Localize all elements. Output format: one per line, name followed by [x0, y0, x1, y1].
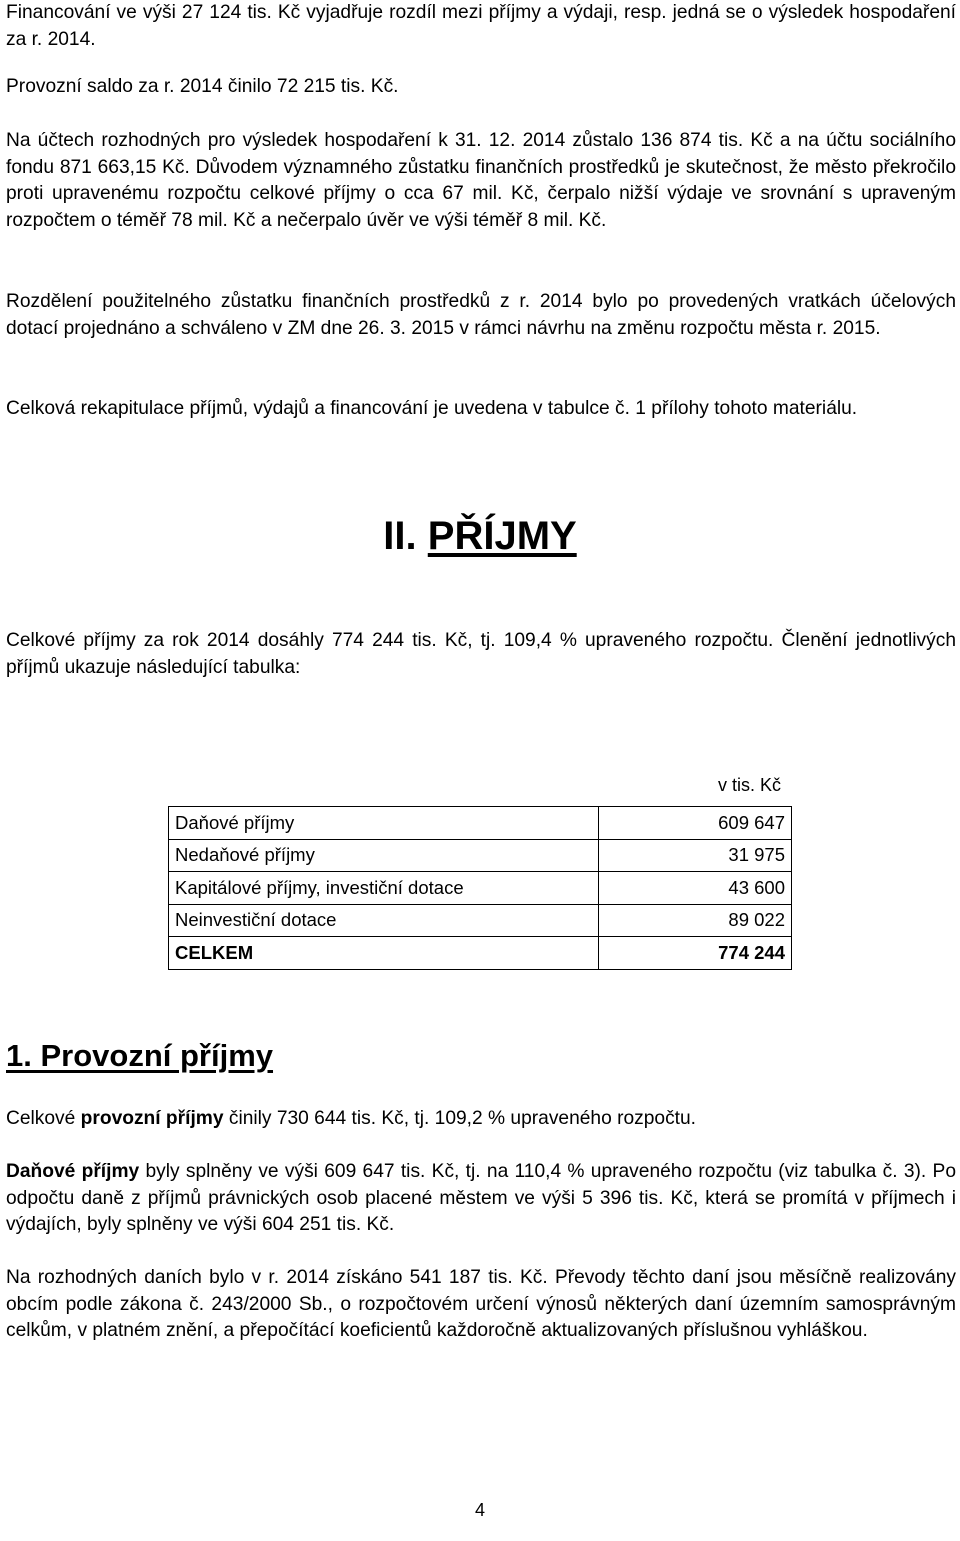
section-title: PŘÍJMY — [427, 514, 577, 558]
table-row — [169, 872, 792, 905]
table-row — [169, 807, 792, 840]
paragraph-accounts: Na účtech rozhodných pro výsledek hospodaření k 31. 12. 2014 zůstalo 136 874 tis. Kč a na účtu sociálního fondu 871 663,15 Kč. Důvodem významného zůstatku finančních prostředků je skutečnost, že město překročilo proti upravenému rozpočtu celkové příjmy o cca 67 mil. Kč, čerpalo nižší výdaje ve srovnání s upraveným rozpočtem o téměř 78 mil. Kč a nečerpalo úvěr ve výši téměř 8 mil. Kč. — [6, 130, 956, 232]
row-label: Nedaňové příjmy — [169, 839, 599, 872]
page-number: 4 — [474, 1500, 485, 1520]
row-value: 43 600 — [598, 872, 791, 905]
section-number: II. — [383, 514, 417, 558]
paragraph-income-intro: Celkové příjmy za rok 2014 dosáhly 774 244 tis. Kč, tj. 109,4 % upraveného rozpočtu. Členění jednotlivých příjmů ukazuje následující tabulka: — [6, 630, 956, 678]
text-run: byly splněny ve výši 609 647 tis. Kč, tj. na 110,4 % upraveného rozpočtu (viz tabulka č. 3). Po odpočtu daně z příjmů právnických osob placené městem ve výši 5 396 tis. Kč, která se promítá v příjmech i výdajích, byly splněny ve výši 604 251 tis. Kč. — [6, 1161, 956, 1236]
paragraph-operating-total — [6, 1106, 956, 1133]
table-row — [169, 839, 792, 872]
table-unit-label: v tis. Kč — [718, 775, 782, 795]
text-run-bold: provozní příjmy — [80, 1108, 224, 1129]
text-run-bold: Daňové příjmy — [6, 1161, 140, 1182]
row-value: 609 647 — [598, 807, 791, 840]
total-label: CELKEM — [169, 937, 599, 970]
income-table — [168, 806, 792, 970]
paragraph-financing: Financování ve výši 27 124 tis. Kč vyjadřuje rozdíl mezi příjmy a výdaji, resp. jedná se o výsledek hospodaření za r. 2014. — [6, 2, 956, 50]
row-value: 31 975 — [598, 839, 791, 872]
text-run: činily 730 644 tis. Kč, tj. 109,2 % upraveného rozpočtu. — [223, 1108, 697, 1129]
paragraph-tax-income — [6, 1159, 956, 1239]
row-value: 89 022 — [598, 904, 791, 937]
paragraph-decisive-taxes: Na rozhodných daních bylo v r. 2014 získáno 541 187 tis. Kč. Převody těchto daní jsou měsíčně realizovány obcím podle zákona č. 243/2000 Sb., o rozpočtovém určení výnosů některých daní územním samosprávným celkům, v platném znění, a přepočítácí koeficientů každoročně aktualizovaných příslušnou vyhláškou. — [6, 1267, 956, 1342]
subsection-heading: 1. Provozní příjmy — [6, 1038, 274, 1073]
table-row — [169, 904, 792, 937]
text-run: Celkové — [6, 1108, 81, 1129]
paragraph-recap: Celková rekapitulace příjmů, výdajů a financování je uvedena v tabulce č. 1 přílohy tohoto materiálu. — [6, 398, 858, 419]
section-heading — [0, 510, 960, 562]
row-label: Kapitálové příjmy, investiční dotace — [169, 872, 599, 905]
row-label: Neinvestiční dotace — [169, 904, 599, 937]
paragraph-operating-balance: Provozní saldo za r. 2014 činilo 72 215 tis. Kč. — [6, 76, 399, 97]
row-label: Daňové příjmy — [169, 807, 599, 840]
total-value: 774 244 — [598, 937, 791, 970]
paragraph-distribution: Rozdělení použitelného zůstatku finančních prostředků z r. 2014 bylo po provedených vratkách účelových dotací projednáno a schváleno v ZM dne 26. 3. 2015 v rámci návrhu na změnu rozpočtu města r. 2015. — [6, 291, 956, 339]
table-total-row — [169, 937, 792, 970]
